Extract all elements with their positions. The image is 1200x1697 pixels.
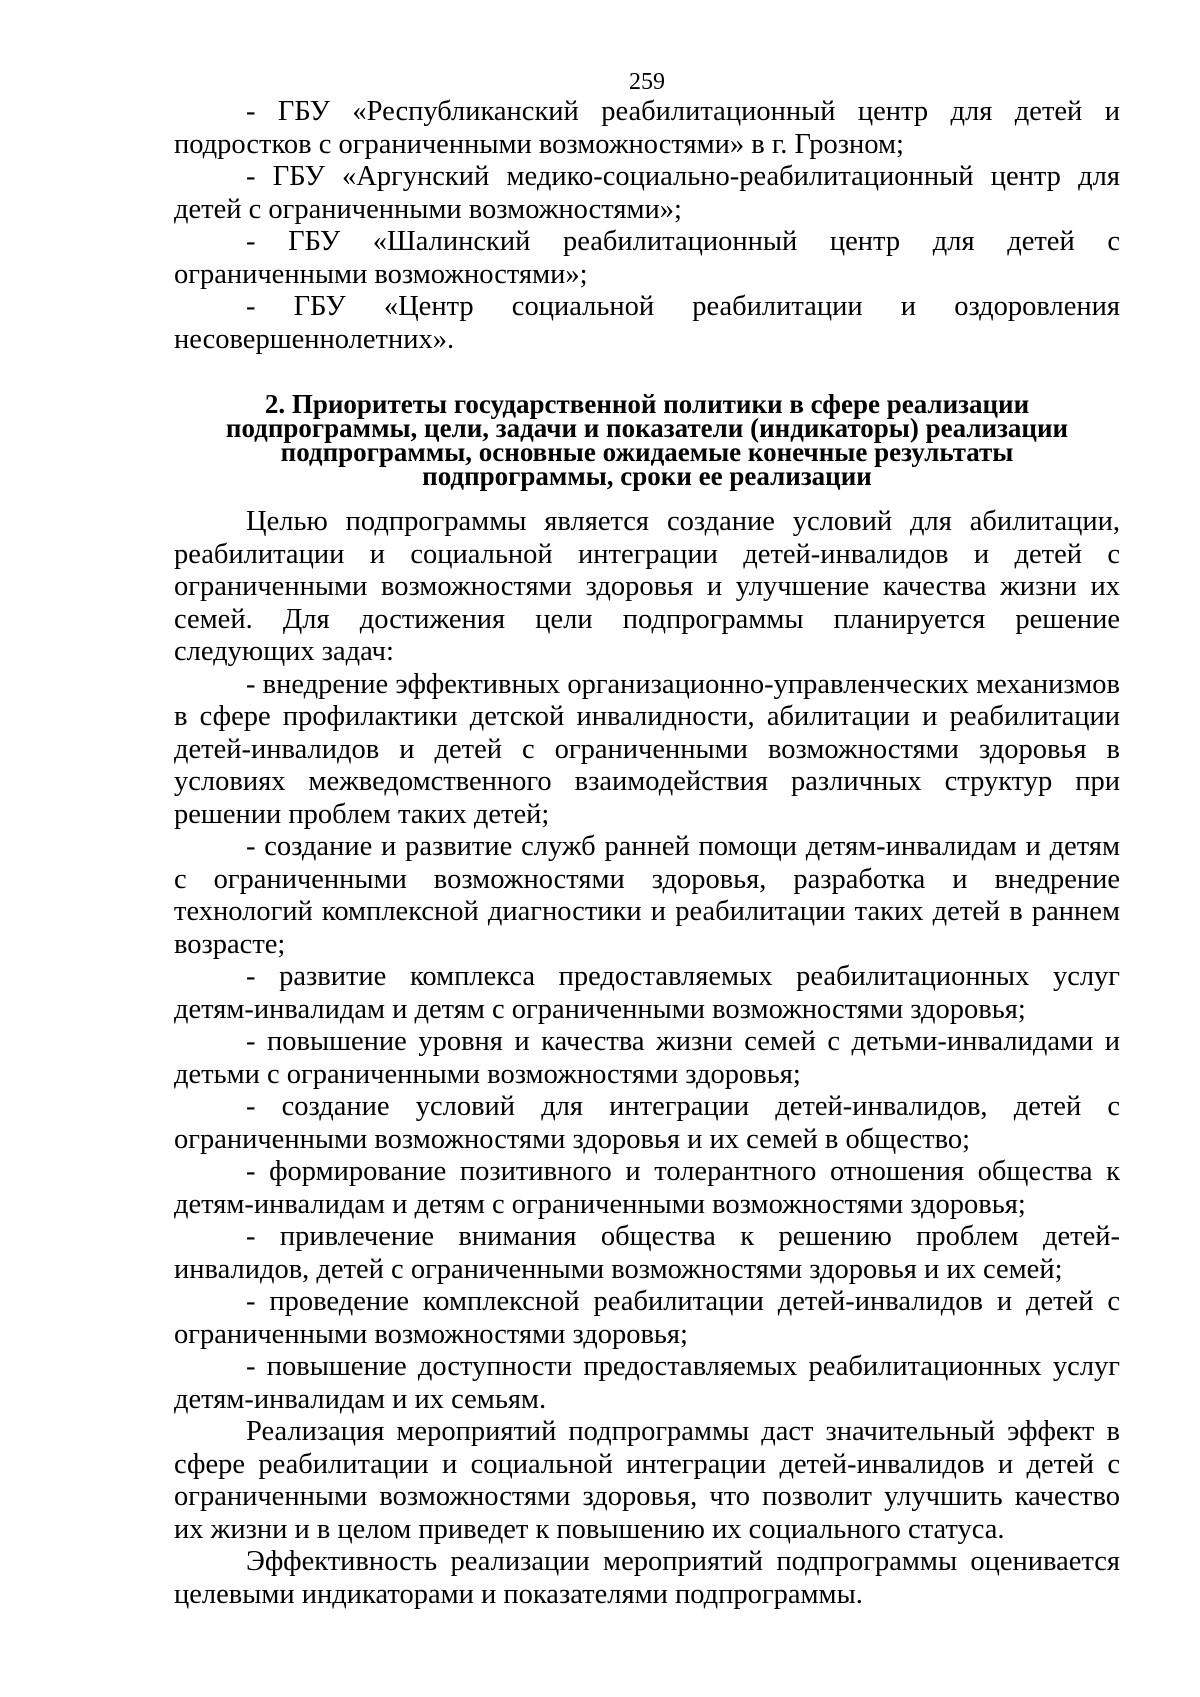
task-item-5: - создание условий для интеграции детей-инвалидов, детей с ограниченными возможностями здоровья и их семей в общество; (174, 1091, 1120, 1155)
goal-paragraph: Целью подпрограммы является создание условий для абилитации, реабилитации и социальной интеграции детей-инвалидов и детей с ограниченными возможностями здоровья и улучшение качества жизни их семей. Для достижения цели подпрограммы планируется решение следующих задач: (174, 506, 1120, 667)
task-item-9: - повышение доступности предоставляемых реабилитационных услуг детям-инвалидам и их семьям. (174, 1351, 1120, 1415)
intro-item-3: - ГБУ «Шалинский реабилитационный центр для детей с ограниченными возможностями»; (174, 226, 1120, 290)
task-item-1: - внедрение эффективных организационно-управленческих механизмов в сфере профилактики детской инвалидности, абилитации и реабилитации детей-инвалидов и детей с ограниченными возможностями здоровья в условиях межведомственного взаимодействия различных структур при решении проблем таких детей; (174, 668, 1120, 830)
section-heading-line-2: подпрограммы, цели, задачи и показатели (индикаторы) реализации (225, 413, 1069, 443)
intro-item-1: - ГБУ «Республиканский реабилитационный центр для детей и подростков с ограниченными возможностями» в г. Грозном; (174, 96, 1120, 160)
task-item-3: - развитие комплекса предоставляемых реабилитационных услуг детям-инвалидам и детям с ограниченными возможностями здоровья; (174, 961, 1120, 1025)
intro-item-4: - ГБУ «Центр социальной реабилитации и оздоровления несовершеннолетних». (174, 291, 1120, 355)
task-item-8: - проведение комплексной реабилитации детей-инвалидов и детей с ограниченными возможностями здоровья; (174, 1286, 1120, 1350)
effect-paragraph: Реализация мероприятий подпрограммы даст значительный эффект в сфере реабилитации и социальной интеграции детей-инвалидов и детей с ограниченными возможностями здоровья, что позволит улучшить качество их жизни и в целом приведет к повышению их социального статуса. (174, 1416, 1120, 1545)
page-number: 259 (629, 69, 665, 95)
section-heading (174, 389, 1120, 491)
section-heading-line-1: 2. Приоритеты государственной политики в сфере реализации (264, 389, 1030, 419)
task-item-2: - создание и развитие служб ранней помощи детям-инвалидам и детям с ограниченными возможностями здоровья, разработка и внедрение технологий комплексной диагностики и реабилитации таких детей в раннем возрасте; (174, 831, 1120, 960)
section-heading-line-3: подпрограммы, основные ожидаемые конечные результаты (280, 437, 1014, 467)
efficiency-paragraph: Эффективность реализации мероприятий подпрограммы оценивается целевыми индикаторами и показателями подпрограммы. (174, 1546, 1120, 1610)
task-item-4: - повышение уровня и качества жизни семей с детьми-инвалидами и детьми с ограниченными возможностями здоровья; (174, 1026, 1120, 1090)
intro-item-2: - ГБУ «Аргунский медико-социально-реабилитационный центр для детей с ограниченными возможностями»; (174, 161, 1120, 225)
task-item-6: - формирование позитивного и толерантного отношения общества к детям-инвалидам и детям с ограниченными возможностями здоровья; (174, 1156, 1120, 1220)
document-page (174, 68, 1120, 1611)
section-heading-line-4: подпрограммы, сроки ее реализации (422, 461, 872, 491)
task-item-7: - привлечение внимания общества к решению проблем детей-инвалидов, детей с ограниченными возможностями здоровья и их семей; (174, 1221, 1120, 1285)
